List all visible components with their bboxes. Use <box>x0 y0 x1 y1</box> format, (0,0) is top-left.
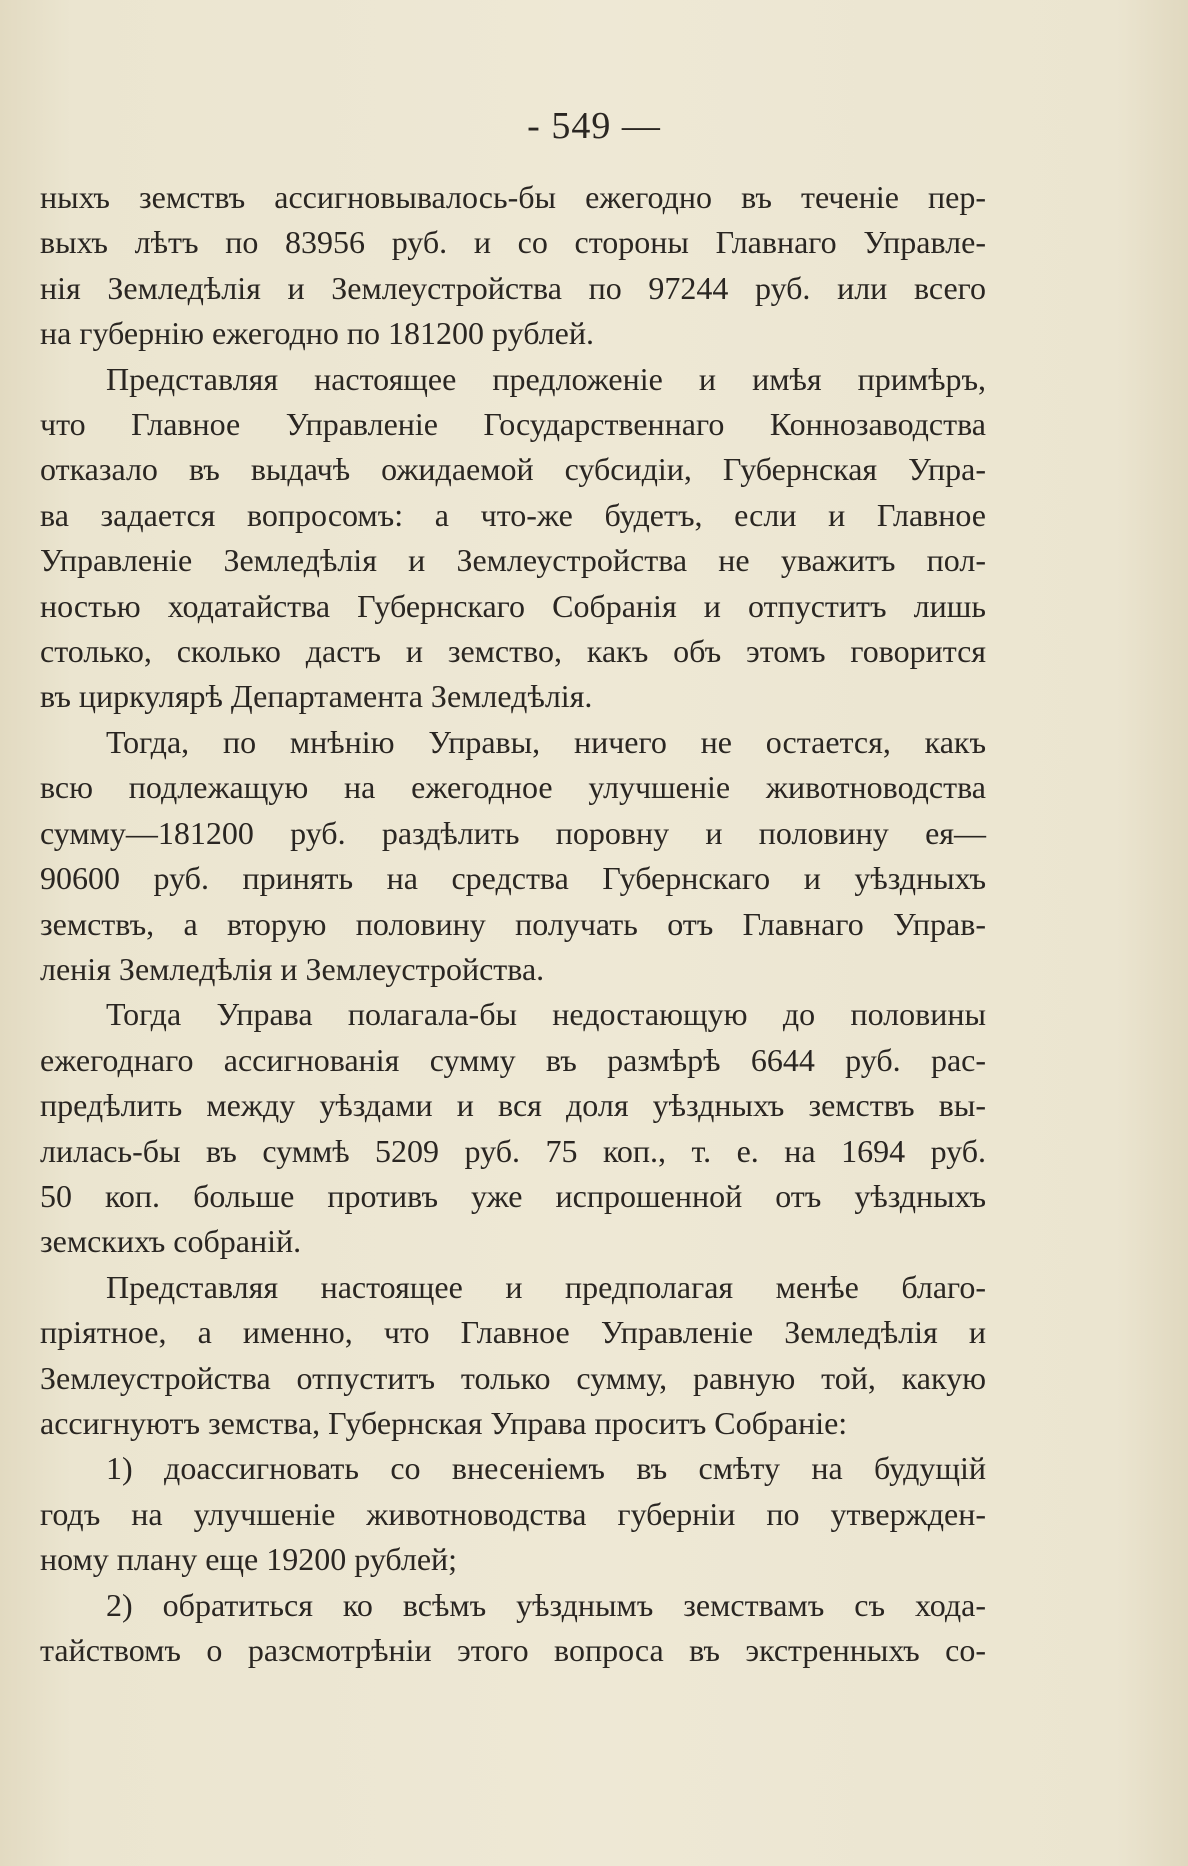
text-line: выхъ лѣтъ по 83956 руб. и со стороны Главнаго Управле- <box>40 224 986 261</box>
text-line: 50 коп. больше противъ уже испрошенной отъ уѣздныхъ <box>40 1177 986 1214</box>
text-line: въ циркулярѣ Департамента Земледѣлія. <box>40 678 593 715</box>
text-line: ностью ходатайства Губернскаго Собранія и отпуститъ лишь <box>40 587 986 624</box>
text-line: Управленіе Земледѣлія и Землеустройства не уважитъ пол- <box>40 542 986 579</box>
text-line: 2) обратиться ко всѣмъ уѣзднымъ земствамъ съ хода- <box>106 1586 986 1623</box>
text-line: Представляя настоящее предложеніе и имѣя примѣръ, <box>106 360 986 397</box>
text-line: ежегоднаго ассигнованія сумму въ размѣрѣ 6644 руб. рас- <box>40 1041 986 1078</box>
body-text <box>40 175 986 1673</box>
text-line: ленія Земледѣлія и Землеустройства. <box>40 950 545 987</box>
text-line: земствъ, а вторую половину получать отъ Главнаго Управ- <box>40 905 986 942</box>
text-line: на губернію ежегодно по 181200 рублей. <box>40 315 594 352</box>
text-line: Землеустройства отпуститъ только сумму, равную той, какую <box>40 1359 986 1396</box>
text-line: нія Земледѣлія и Землеустройства по 97244 руб. или всего <box>40 269 986 306</box>
text-line: Тогда Управа полагала-бы недостающую до половины <box>106 996 986 1033</box>
text-line: ному плану еще 19200 рублей; <box>40 1541 458 1578</box>
text-line: 90600 руб. принять на средства Губернскаго и уѣздныхъ <box>40 860 986 897</box>
text-line: сумму—181200 руб. раздѣлить поровну и половину ея— <box>40 814 986 851</box>
text-line: предѣлить между уѣздами и вся доля уѣздныхъ земствъ вы- <box>40 1087 986 1124</box>
text-line: лилась-бы въ суммѣ 5209 руб. 75 коп., т. е. на 1694 руб. <box>40 1132 986 1169</box>
text-line: ныхъ земствъ ассигновывалось-бы ежегодно въ теченіе пер- <box>40 179 986 215</box>
text-line: годъ на улучшеніе животноводства губерніи по утвержден- <box>40 1495 986 1532</box>
text-line: Представляя настоящее и предполагая менѣе благо- <box>106 1268 986 1305</box>
text-line: ва задается вопросомъ: а что-же будетъ, если и Главное <box>40 496 986 533</box>
text-line: земскихъ собраній. <box>40 1223 302 1260</box>
page-number: - 549 — <box>527 105 661 147</box>
text-line: пріятное, а именно, что Главное Управленіе Земледѣлія и <box>40 1314 986 1351</box>
text-line: тайствомъ о разсмотрѣніи этого вопроса въ экстренныхъ со- <box>40 1632 986 1668</box>
text-line: отказало въ выдачѣ ожидаемой субсидіи, Губернская Упра- <box>40 451 986 488</box>
text-line: столько, сколько дастъ и земство, какъ объ этомъ говорится <box>40 633 986 670</box>
text-line: что Главное Управленіе Государственнаго Коннозаводства <box>40 406 986 443</box>
text-line: ассигнуютъ земства, Губернская Управа проситъ Собраніе: <box>40 1404 848 1441</box>
text-line: всю подлежащую на ежегодное улучшеніе животноводства <box>40 769 986 806</box>
text-line: Тогда, по мнѣнію Управы, ничего не остается, какъ <box>106 723 986 760</box>
text-line: 1) доассигновать со внесеніемъ въ смѣту на будущій <box>106 1450 986 1487</box>
